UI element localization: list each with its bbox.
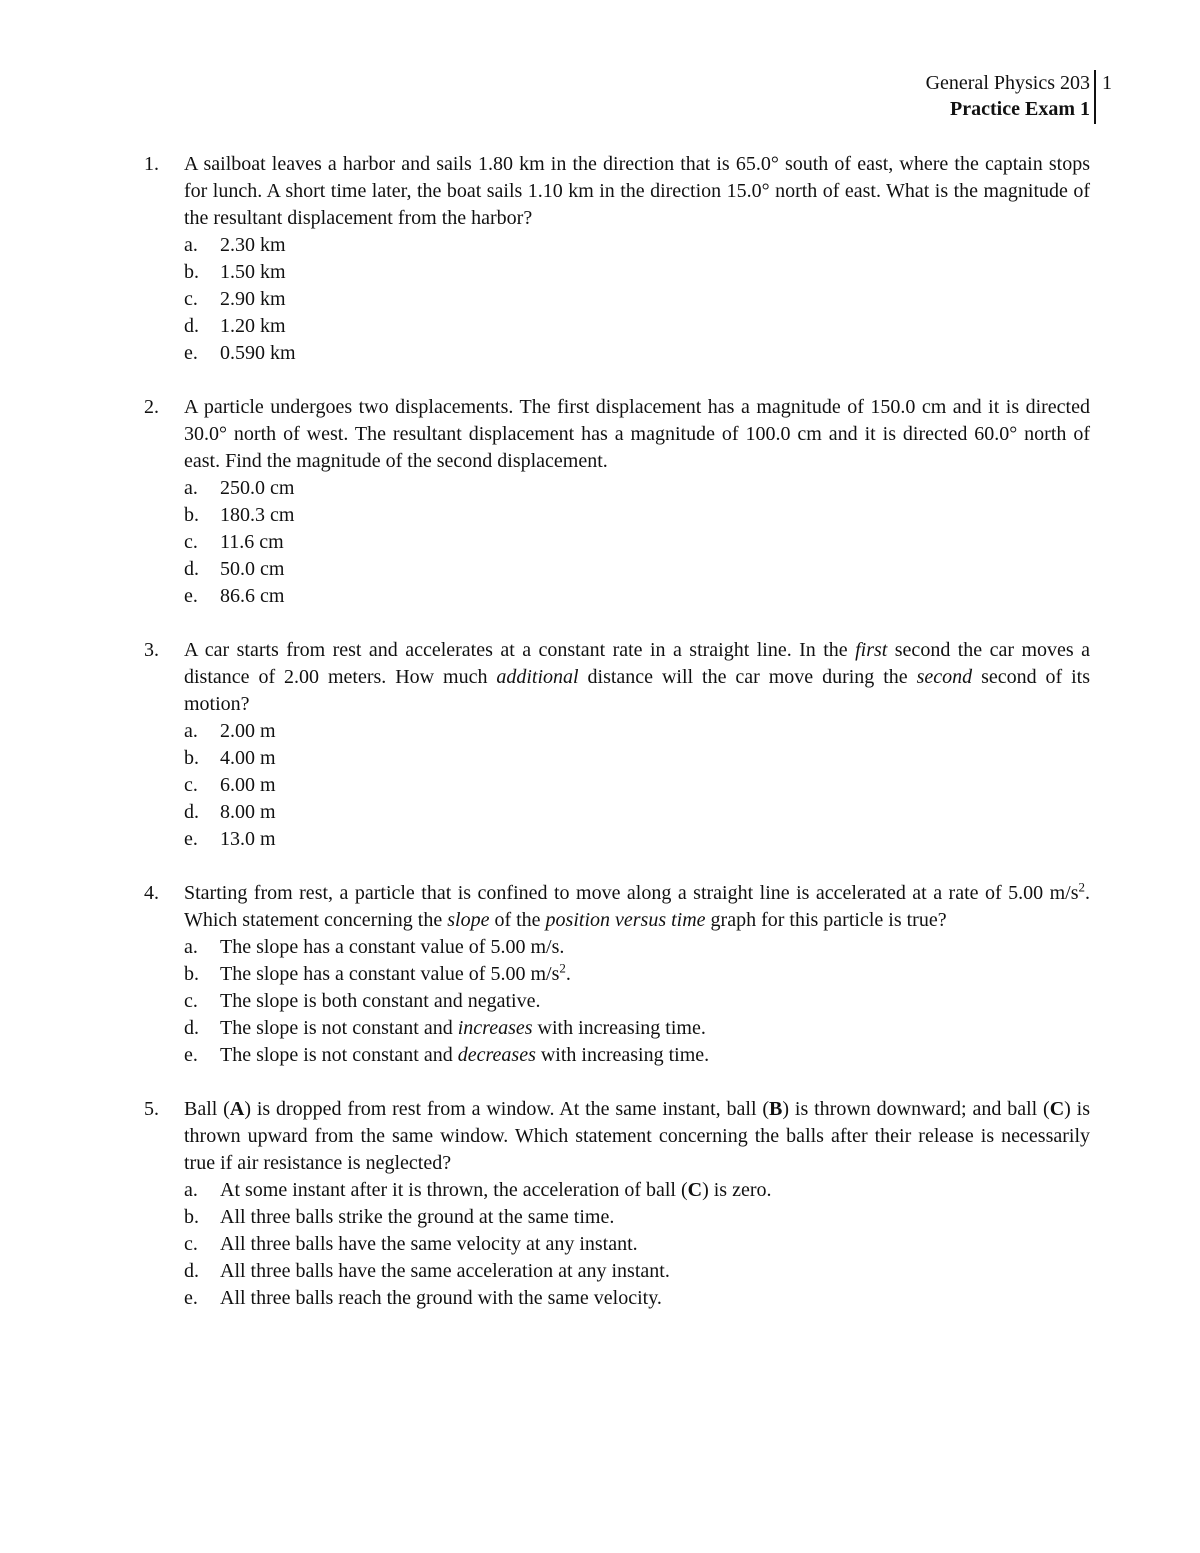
choice-text: 11.6 cm xyxy=(220,531,284,553)
choice-text: 13.0 m xyxy=(220,828,276,850)
choice-b xyxy=(184,1204,1090,1231)
choice-text: The slope has a constant value of 5.00 m/s. xyxy=(220,936,565,958)
choice-a xyxy=(184,1177,1090,1204)
choice-label: c. xyxy=(184,774,198,796)
choice-label: a. xyxy=(184,720,198,742)
header-divider xyxy=(1094,70,1096,124)
question-1 xyxy=(144,151,1090,367)
choice-d xyxy=(184,313,1090,340)
choice-text: 0.590 km xyxy=(220,342,296,364)
choice-c xyxy=(184,988,1090,1015)
question-number: 2. xyxy=(144,396,159,418)
choice-label: a. xyxy=(184,234,198,256)
choice-text: The slope is both constant and negative. xyxy=(220,990,541,1012)
exam-title: Practice Exam 1 xyxy=(950,98,1090,120)
choice-d xyxy=(184,1015,1090,1042)
choice-label: b. xyxy=(184,1206,199,1228)
choice-label: c. xyxy=(184,288,198,310)
choice-d xyxy=(184,556,1090,583)
question-text: A car starts from rest and accelerates at a constant rate in a straight line. In the first second the car moves a distance of 2.00 meters. How much additional distance will the car move during the second second of its motion? xyxy=(184,639,1091,715)
emphasis: position versus time xyxy=(545,909,706,931)
choice-a xyxy=(184,718,1090,745)
answer-choices xyxy=(184,232,1090,367)
emphasis: first xyxy=(855,639,888,661)
question-number: 4. xyxy=(144,882,159,904)
choice-c xyxy=(184,772,1090,799)
choice-text: 180.3 cm xyxy=(220,504,295,526)
question-2 xyxy=(144,394,1090,610)
choice-text: 6.00 m xyxy=(220,774,276,796)
choice-b xyxy=(184,502,1090,529)
choice-label: c. xyxy=(184,1233,198,1255)
choice-label: d. xyxy=(184,558,199,580)
choice-text: 2.00 m xyxy=(220,720,276,742)
question-text: Starting from rest, a particle that is confined to move along a straight line is accelerated at a rate of 5.00 $m/s^2$. Which statement concerning the slope of the position versus time graph for this particle is true? xyxy=(184,879,1090,931)
choice-e xyxy=(184,340,1090,367)
choice-label: a. xyxy=(184,936,198,958)
choice-c xyxy=(184,286,1090,313)
choice-text: 250.0 cm xyxy=(220,477,295,499)
choice-label: d. xyxy=(184,315,199,337)
choice-text: All three balls strike the ground at the same time. xyxy=(220,1206,615,1228)
question-4 xyxy=(144,880,1090,1069)
choice-a xyxy=(184,475,1090,502)
choice-label: e. xyxy=(184,1287,198,1309)
bold-label: C xyxy=(1049,1098,1065,1120)
choice-label: b. xyxy=(184,963,199,985)
course-title: General Physics 203 xyxy=(925,72,1090,94)
emphasis: second xyxy=(916,666,973,688)
choice-text: The slope has a constant value of 5.00 $m/s^2$. xyxy=(220,960,571,985)
choice-b xyxy=(184,961,1090,988)
choice-text: 2.30 km xyxy=(220,234,286,256)
answer-choices xyxy=(184,475,1090,610)
choice-label: a. xyxy=(184,477,198,499)
answer-choices xyxy=(184,1177,1090,1312)
question-text: Ball (A) is dropped from rest from a window. At the same instant, ball (B) is thrown downward; and ball (C) is thrown upward from the same window. Which statement concerning the balls after their release is necessarily true if air resistance is neglected? xyxy=(184,1098,1091,1174)
choice-text: At some instant after it is thrown, the acceleration of ball (C) is zero. xyxy=(220,1179,772,1201)
question-text: A particle undergoes two displacements. The first displacement has a magnitude of 150.0 cm and it is directed 30.0° north of west. The resultant displacement has a magnitude of 100.0 cm and it is directed 60.0° north of east. Find the magnitude of the second displacement. xyxy=(184,396,1090,472)
choice-c xyxy=(184,529,1090,556)
choice-label: d. xyxy=(184,1260,199,1282)
bold-label: A xyxy=(229,1098,245,1120)
choice-a xyxy=(184,232,1090,259)
choice-text: All three balls have the same acceleration at any instant. xyxy=(220,1260,670,1282)
choice-text: 1.20 km xyxy=(220,315,286,337)
choice-label: a. xyxy=(184,1179,198,1201)
choice-c xyxy=(184,1231,1090,1258)
question-number: 3. xyxy=(144,639,159,661)
choice-text: All three balls reach the ground with the same velocity. xyxy=(220,1287,662,1309)
question-number: 5. xyxy=(144,1098,159,1120)
choice-text: The slope is not constant and increases with increasing time. xyxy=(220,1017,706,1039)
choice-e xyxy=(184,826,1090,853)
choice-label: b. xyxy=(184,504,199,526)
choice-text: The slope is not constant and decreases with increasing time. xyxy=(220,1044,710,1066)
question-3 xyxy=(144,637,1090,853)
question-5 xyxy=(144,1096,1090,1312)
choice-e xyxy=(184,1042,1090,1069)
choice-e xyxy=(184,1285,1090,1312)
choice-text: 1.50 km xyxy=(220,261,286,283)
choice-label: c. xyxy=(184,531,198,553)
choice-text: 8.00 m xyxy=(220,801,276,823)
question-number: 1. xyxy=(144,153,159,175)
choice-text: 86.6 cm xyxy=(220,585,285,607)
choice-d xyxy=(184,1258,1090,1285)
emphasis: additional xyxy=(496,666,579,688)
choice-label: d. xyxy=(184,801,199,823)
page-header xyxy=(926,70,1090,122)
question-list xyxy=(144,151,1090,1339)
choice-label: b. xyxy=(184,261,199,283)
question-text: A sailboat leaves a harbor and sails 1.80 km in the direction that is 65.0° south of east, where the captain stops for lunch. A short time later, the boat sails 1.10 km in the direction 15.0° north of east. What is the magnitude of the resultant displacement from the harbor? xyxy=(184,153,1090,229)
choice-d xyxy=(184,799,1090,826)
choice-text: 50.0 cm xyxy=(220,558,285,580)
emphasis: slope xyxy=(447,909,490,931)
choice-text: All three balls have the same velocity at any instant. xyxy=(220,1233,638,1255)
superscript: 2 xyxy=(1078,879,1085,895)
choice-label: e. xyxy=(184,585,198,607)
choice-b xyxy=(184,259,1090,286)
choice-label: e. xyxy=(184,828,198,850)
bold-label: B xyxy=(769,1098,783,1120)
choice-label: e. xyxy=(184,342,198,364)
choice-text: 4.00 m xyxy=(220,747,276,769)
choice-e xyxy=(184,583,1090,610)
choice-label: c. xyxy=(184,990,198,1012)
choice-label: e. xyxy=(184,1044,198,1066)
choice-label: b. xyxy=(184,747,199,769)
answer-choices xyxy=(184,718,1090,853)
choice-b xyxy=(184,745,1090,772)
page-number: 1 xyxy=(1102,72,1112,94)
choice-text: 2.90 km xyxy=(220,288,286,310)
choice-label: d. xyxy=(184,1017,199,1039)
choice-a xyxy=(184,934,1090,961)
answer-choices xyxy=(184,934,1090,1069)
